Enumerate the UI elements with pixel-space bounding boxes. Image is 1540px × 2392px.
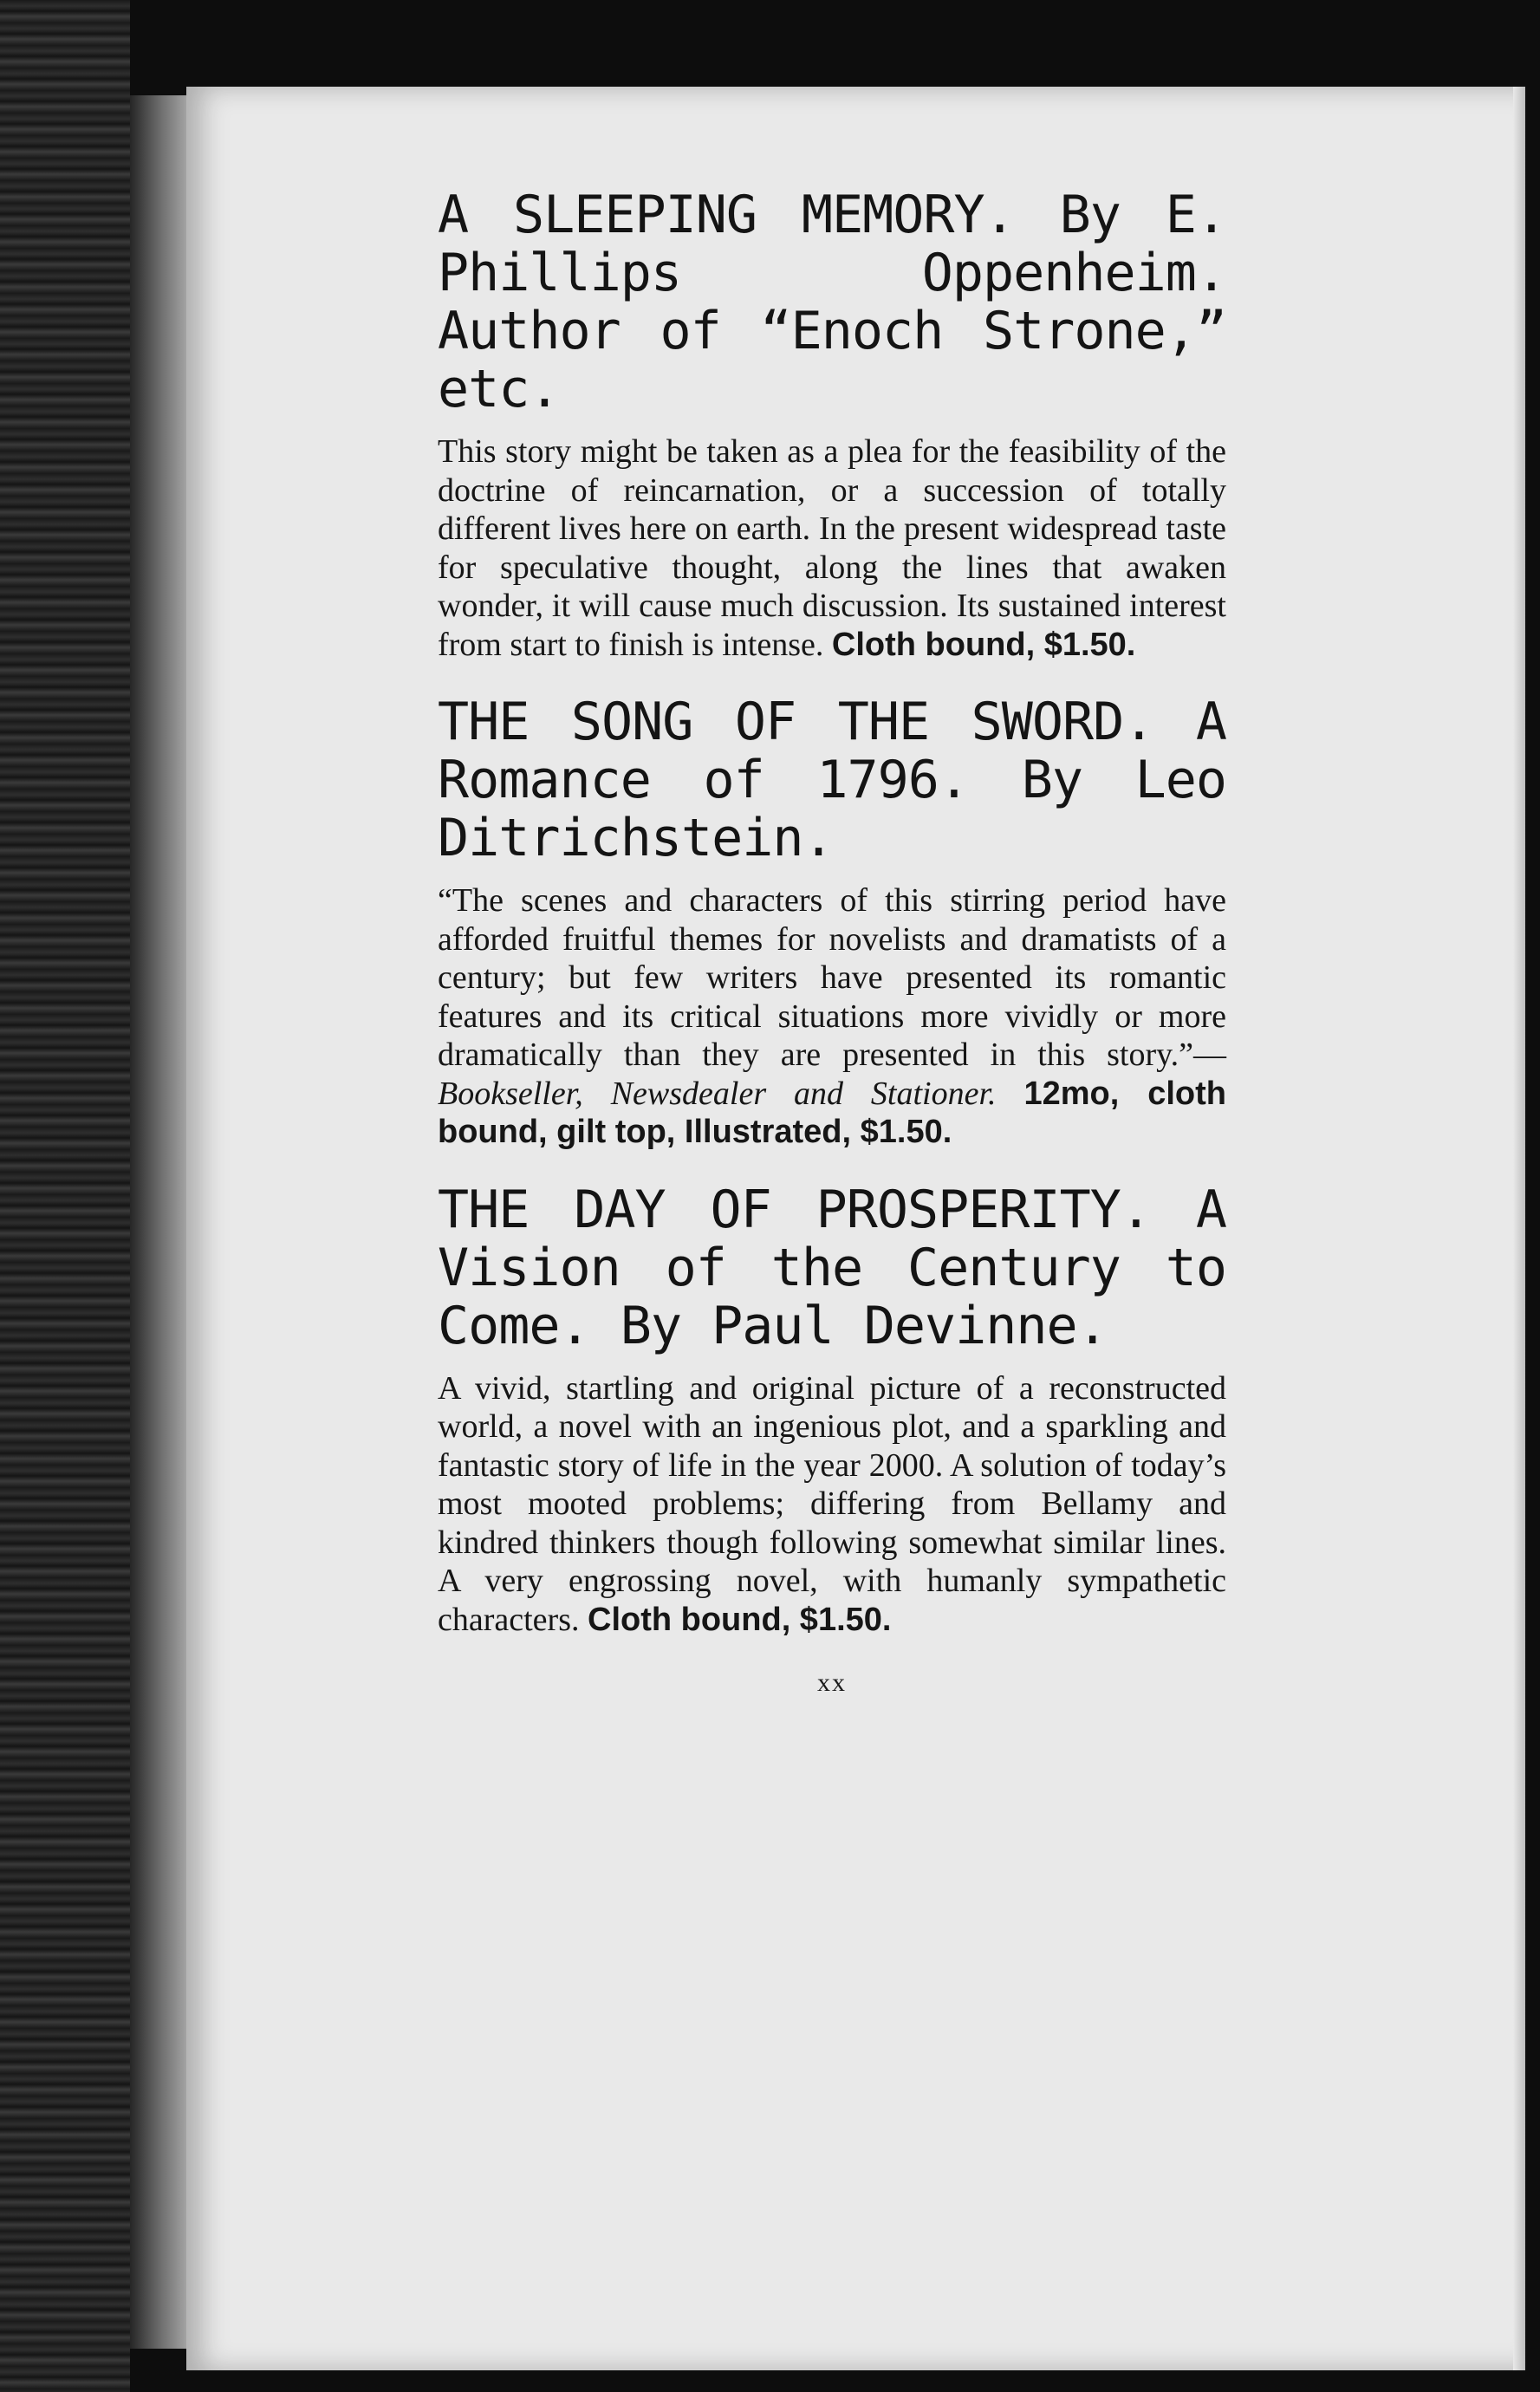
description-text: This story might be taken as a plea for the feasibility of the doctrine of reincarnation, or a succession of totally different lives here on earth. In the present widespread taste for speculative thought, along the lines that awaken wonder, it will cause much discussion. Its sustained interest from start to finish is intense.	[438, 433, 1226, 663]
book-description	[438, 881, 1226, 1152]
review-source: Bookseller, Newsdealer and Stationer.	[438, 1075, 997, 1112]
price-label: 12mo, cloth bound, gilt top, Illustrated, $1.50.	[438, 1075, 1226, 1150]
description-text: A vivid, startling and original picture of a reconstructed world, a novel with an ingenious plot, and a sparkling and fantastic story of life in the year 2000. A solution of today’s most mooted problems; differing from Bellamy and kindred thinkers though following somewhat similar lines. A very engrossing novel, with humanly sympathetic characters.	[438, 1369, 1226, 1638]
book-spine-edge	[0, 0, 130, 2392]
price-label: Cloth bound, $1.50.	[831, 626, 1136, 663]
book-description	[438, 1369, 1226, 1640]
book-heading: A SLEEPING MEMORY. By E. Phillips Oppenheim. Author of “Enoch Strone,” etc.	[438, 185, 1226, 419]
book-listing-song-of-the-sword	[438, 693, 1226, 1152]
book-heading: THE DAY OF PROSPERITY. A Vision of the Century to Come. By Paul Devinne.	[438, 1179, 1226, 1356]
price-label: Cloth bound, $1.50.	[588, 1601, 892, 1638]
page-right-edge	[1513, 87, 1525, 2370]
book-heading: THE SONG OF THE SWORD. A Romance of 1796. By Leo Ditrichstein.	[438, 692, 1226, 868]
advertisement-column	[438, 186, 1226, 1698]
book-listing-day-of-prosperity	[438, 1181, 1226, 1640]
description-text: “The scenes and characters of this stirring period have afforded fruitful themes for novelists and dramatists of a century; but few writers have presented its romantic features and its critical situations more vividly or more dramatically than they are presented in this story.”—	[438, 882, 1226, 1073]
page-number: xx	[817, 1668, 847, 1697]
book-listing-sleeping-memory	[438, 186, 1226, 664]
book-description	[438, 432, 1226, 664]
